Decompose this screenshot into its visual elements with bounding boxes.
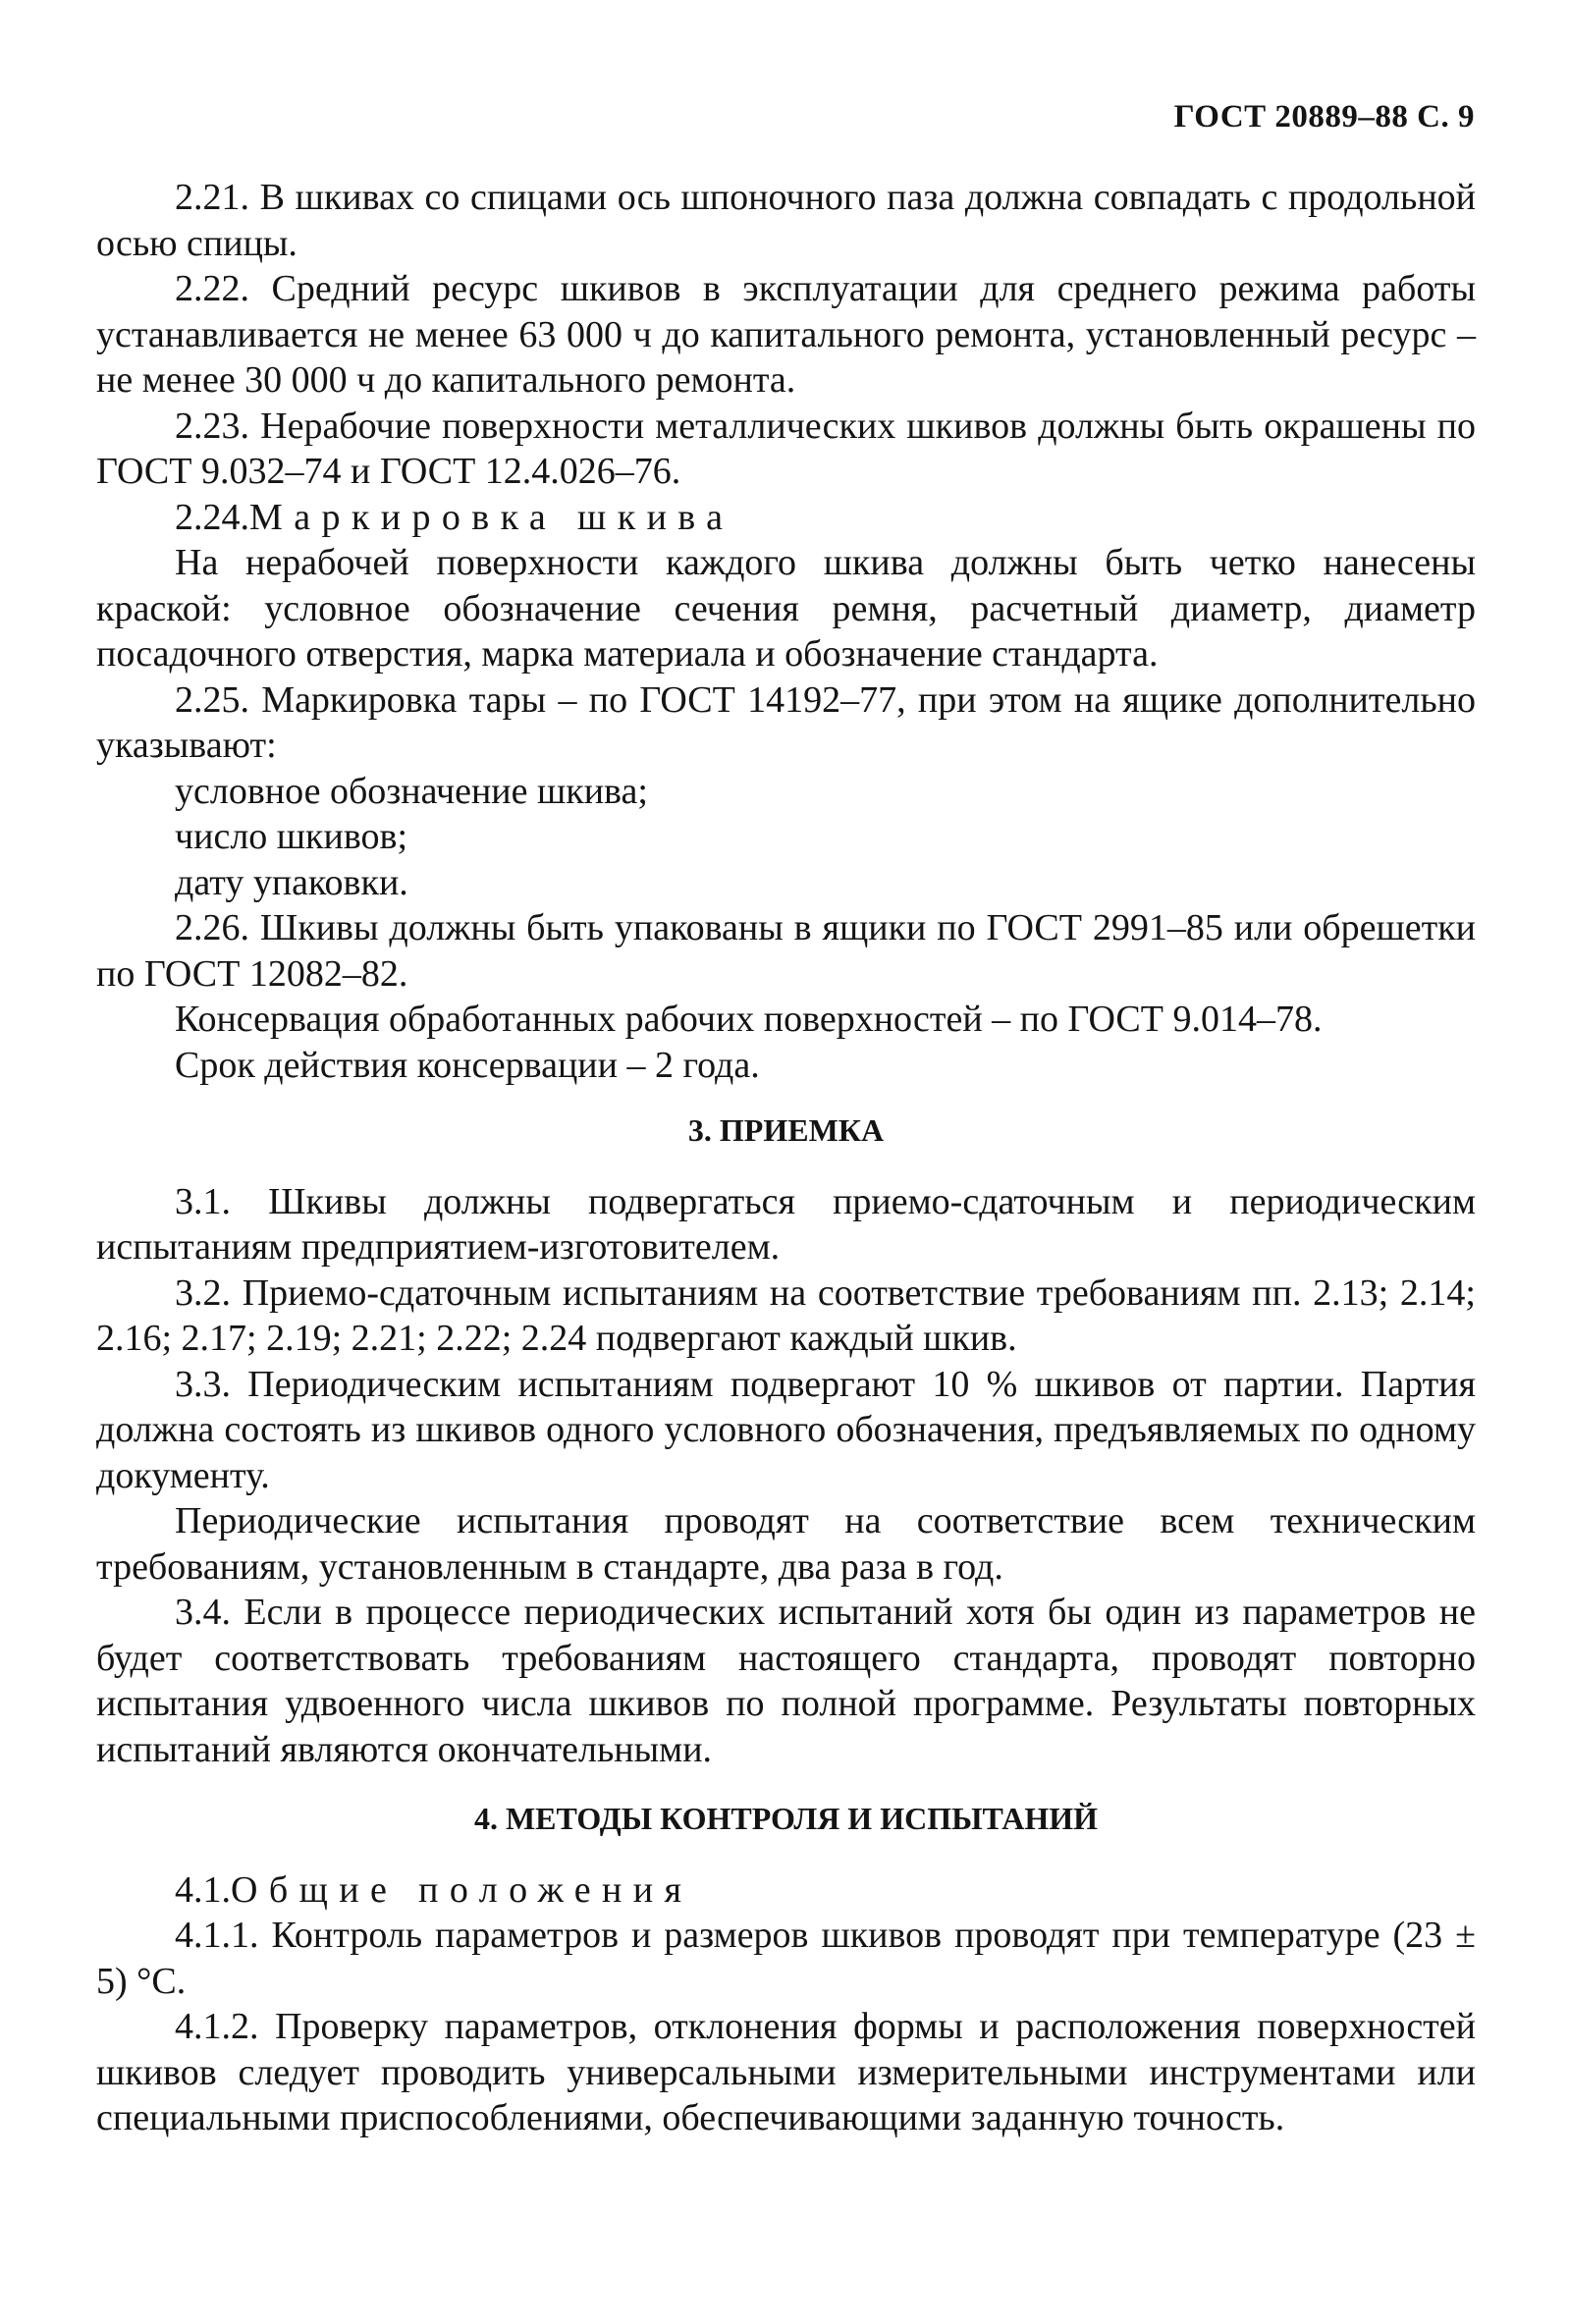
- clause-2-21: 2.21. В шкивах со спицами ось шпоночного паза должна совпадать с продольной осью спицы.: [96, 177, 1476, 264]
- clause-2-24-heading: [96, 495, 1476, 541]
- clause-3-3: 3.3. Периодическим испытаниям подвергают 10 % шкивов от партии. Партия должна состоять из шкивов одного условного обозначения, предъявляемых по одному документу.: [96, 1363, 1476, 1496]
- clause-2-24-title: Маркировка шкива: [249, 496, 734, 538]
- page-header: ГОСТ 20889–88 С. 9: [1173, 99, 1475, 135]
- clause-2-25-item: дату упаковки.: [175, 861, 408, 903]
- clause-2-26-conservation: Консервация обработанных рабочих поверхностей – по ГОСТ 9.014–78.: [175, 999, 1323, 1040]
- clause-2-25-item: число шкивов;: [175, 816, 408, 857]
- clause-3-1: 3.1. Шкивы должны подвергаться приемо-сдаточным и периодическим испытаниям предприятием-изготовителем.: [96, 1180, 1476, 1268]
- clause-4-1-2: 4.1.2. Проверку параметров, отклонения формы и расположения поверхностей шкивов следует проводить универсальными измерительными инструментами или специальными приспособлениями, обеспечивающими заданную точность.: [96, 2006, 1476, 2138]
- clause-2-26-term: Срок действия консервации – 2 года.: [175, 1044, 760, 1086]
- clause-2-22: 2.22. Средний ресурс шкивов в эксплуатации для среднего режима работы устанавливается не менее 63 000 ч до капитального ремонта, установленный ресурс – не менее 30 000 ч до капитального ремонта.: [96, 268, 1476, 401]
- clause-3-4: 3.4. Если в процессе периодических испытаний хотя бы один из параметров не будет соответствовать требованиям настоящего стандарта, проводят повторно испытания удвоенного числа шкивов по полной программе. Результаты повторных испытаний являются окончательными.: [96, 1592, 1476, 1770]
- clause-3-3-periodic: Периодические испытания проводят на соответствие всем техническим требованиям, установленным в стандарте, два раза в год.: [96, 1500, 1476, 1588]
- clause-2-23: 2.23. Нерабочие поверхности металлических шкивов должны быть окрашены по ГОСТ 9.032–74 и ГОСТ 12.4.026–76.: [96, 405, 1476, 492]
- clause-4-1-heading: [96, 1867, 1476, 1914]
- clause-2-25: 2.25. Маркировка тары – по ГОСТ 14192–77, при этом на ящике дополнительно указывают:: [96, 678, 1476, 766]
- document-body: [96, 175, 1476, 2141]
- section-3-heading: 3. ПРИЕМКА: [687, 1112, 885, 1148]
- clause-3-2: 3.2. Приемо-сдаточным испытаниям на соответствие требованиям пп. 2.13; 2.14; 2.16; 2.17; 2.19; 2.21; 2.22; 2.24 подвергают каждый шкив.: [96, 1271, 1476, 1359]
- clause-2-24-number: 2.24.: [175, 496, 249, 538]
- clause-4-1-number: 4.1.: [175, 1868, 231, 1911]
- clause-2-26: 2.26. Шкивы должны быть упакованы в ящики по ГОСТ 2991–85 или обрешетки по ГОСТ 12082–82.: [96, 907, 1476, 995]
- clause-4-1-1: 4.1.1. Контроль параметров и размеров шкивов проводят при температуре (23 ± 5) °С.: [96, 1915, 1476, 2002]
- clause-2-25-item: условное обозначение шкива;: [175, 770, 648, 812]
- clause-2-24-text: На нерабочей поверхности каждого шкива должны быть четко нанесены краской: условное обозначение сечения ремня, расчетный диаметр, диаметр посадочного отверстия, марка материала и обозначение стандарта.: [96, 542, 1476, 675]
- clause-4-1-title: Общие положения: [231, 1868, 693, 1911]
- section-4-heading: 4. МЕТОДЫ КОНТРОЛЯ И ИСПЫТАНИЙ: [473, 1801, 1099, 1836]
